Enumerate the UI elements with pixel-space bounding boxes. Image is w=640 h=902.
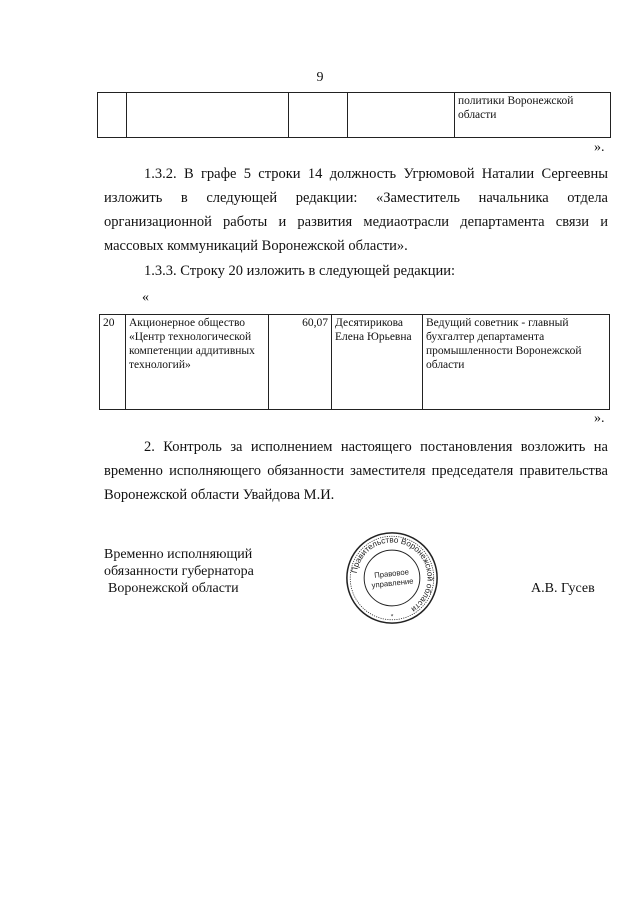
table-row	[98, 93, 611, 138]
table-row	[100, 315, 610, 410]
official-seal	[344, 530, 440, 626]
signature-line: Воронежской области	[108, 581, 239, 596]
closing-quote: ».	[594, 140, 605, 155]
table-top-fragment	[97, 92, 611, 138]
seal-star-icon: *	[390, 613, 394, 621]
signature-block	[104, 546, 254, 597]
paragraph-2: 2. Контроль за исполнением настоящего постановления возложить на временно исполняющего обязанности заместителя председателя правительства Воронежской области Увайдова М.И.	[104, 439, 608, 503]
organization-cell: Акционерное общество «Центр технологической компетенции аддитивных технологий»	[126, 315, 269, 410]
opening-quote: «	[142, 290, 149, 305]
paragraph-1-3-2: 1.3.2. В графе 5 строки 14 должность Угрюмовой Наталии Сергеевны изложить в следующей редакции: «Заместитель начальника отдела организационной работы и развития медиаотрасли департамента связи и массовых коммуникаций Воронежской области».	[104, 166, 608, 254]
row-number-cell: 20	[100, 315, 126, 410]
page-number: 9	[316, 70, 324, 85]
person-cell: Десятирикова Елена Юрьевна	[332, 315, 423, 410]
table-row-20	[99, 314, 610, 410]
signature-line: Временно исполняющий	[104, 547, 253, 562]
paragraph-1-3-3: 1.3.3. Строку 20 изложить в следующей редакции:	[144, 263, 456, 279]
seal-center-line2: управление	[371, 576, 414, 590]
table-cell	[127, 93, 289, 138]
seal-outer-text: Правительство Воронежской области	[349, 535, 435, 614]
seal-center-line1: Правовое	[373, 567, 410, 580]
table-cell	[289, 93, 348, 138]
position-cell: Ведущий советник - главный бухгалтер департамента промышленности Воронежской области	[423, 315, 610, 410]
table-cell	[348, 93, 455, 138]
signatory-name: А.В. Гусев	[531, 581, 595, 596]
table-cell	[98, 93, 127, 138]
closing-quote: ».	[594, 411, 605, 426]
signature-line: обязанности губернатора	[104, 564, 254, 579]
table-cell: политики Воронежской области	[455, 93, 611, 138]
value-cell: 60,07	[269, 315, 332, 410]
